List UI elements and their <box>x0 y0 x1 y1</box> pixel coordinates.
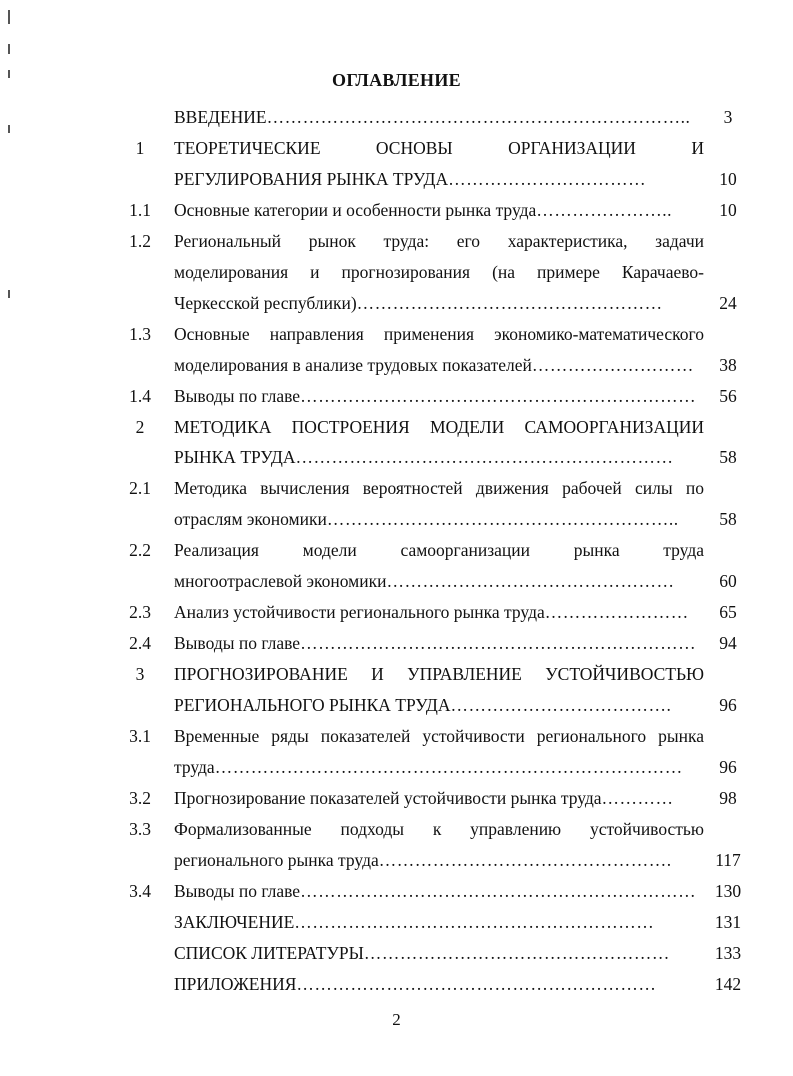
toc-entry-text <box>174 288 704 318</box>
toc-entry-label: регионального рынка труда <box>174 849 379 870</box>
toc-leader-dots: …………………………………………… <box>356 292 663 313</box>
toc-page-number: 60 <box>719 571 737 592</box>
toc-entry-text <box>174 412 704 442</box>
toc-section-number: 3.2 <box>129 787 151 808</box>
toc-section-number: 1.2 <box>129 230 151 251</box>
toc-entry-text <box>174 473 704 503</box>
toc-entry-label: Основные направления применения экономико-математического <box>174 323 704 344</box>
toc-leader-dots: …………………… <box>544 602 689 623</box>
toc-entry-text <box>174 783 704 813</box>
toc-row <box>0 102 793 132</box>
toc-entry-text <box>174 814 704 844</box>
toc-entry-label: ТЕОРЕТИЧЕСКИЕ ОСНОВЫ ОРГАНИЗАЦИИ И <box>174 137 704 158</box>
toc-leader-dots: ………………………………. <box>450 695 672 716</box>
toc-leader-dots: ………………………………………………………… <box>300 880 697 901</box>
scan-artifact <box>8 10 10 24</box>
toc-section-number: 3.3 <box>129 818 151 839</box>
toc-entry-label: Формализованные подходы к управлению устойчивостью <box>174 818 704 839</box>
toc-entry-label: ЗАКЛЮЧЕНИЕ <box>174 911 295 932</box>
toc-entry-text <box>174 628 704 658</box>
toc-page-number: 130 <box>714 880 742 901</box>
toc-entry-label: Выводы по главе <box>174 385 301 406</box>
toc-leader-dots: …………………………………………………… <box>294 911 655 932</box>
toc-row <box>0 412 793 442</box>
toc-page-number: 38 <box>719 354 737 375</box>
toc-page-number: 58 <box>719 447 737 468</box>
toc-section-number: 3 <box>135 664 145 685</box>
toc-entry-text <box>174 752 704 782</box>
toc-entry-label: РЕГИОНАЛЬНОГО РЫНКА ТРУДА <box>174 695 451 716</box>
toc-page-number: 131 <box>714 911 742 932</box>
toc-entry-text <box>174 938 704 968</box>
toc-section-number: 2.2 <box>129 540 151 561</box>
toc-row <box>0 907 793 937</box>
toc-entry-label: Анализ устойчивости регионального рынка труда <box>174 602 545 623</box>
toc-entry-text <box>174 907 704 937</box>
toc-entry-text <box>174 566 704 596</box>
toc-leader-dots: ……………………………………………………… <box>295 447 674 468</box>
toc-entry-text <box>174 226 704 256</box>
toc-entry-text <box>174 535 704 565</box>
toc-row <box>0 535 793 565</box>
toc-entry-label: Временные ряды показателей устойчивости регионального рынка <box>174 726 704 746</box>
toc-row <box>0 969 793 999</box>
toc-page-number: 3 <box>723 107 733 127</box>
toc-entry-label: Основные категории и особенности рынка труда <box>174 199 537 220</box>
toc-entry-label: Прогнозирование показателей устойчивости рынка труда <box>174 787 602 808</box>
toc-page-number: 24 <box>719 292 737 313</box>
toc-entry-label: ПРИЛОЖЕНИЯ <box>174 973 297 994</box>
toc-entry-text <box>174 876 704 906</box>
page-number: 2 <box>392 1010 401 1029</box>
toc-section-number: 2.4 <box>129 633 151 654</box>
toc-entry-text <box>174 442 704 472</box>
toc-page-number: 117 <box>715 849 741 870</box>
toc-entry-label: моделирования и прогнозирования (на примере Карачаево- <box>174 261 704 282</box>
toc-entry-label: РЕГУЛИРОВАНИЯ РЫНКА ТРУДА <box>174 168 449 189</box>
toc-row <box>0 938 793 968</box>
toc-section-number: 1.3 <box>129 323 151 344</box>
toc-entry-label: Выводы по главе <box>174 880 301 901</box>
toc-entry-label: СПИСОК ЛИТЕРАТУРЫ <box>174 942 364 963</box>
scan-artifact <box>8 44 10 54</box>
toc-leader-dots: …………………………… <box>448 168 647 189</box>
toc-row <box>0 350 793 380</box>
toc-page-number: 65 <box>719 602 737 623</box>
toc-leader-dots: ………………………………………………….. <box>326 509 679 530</box>
toc-leader-dots: …………………………………………………………………… <box>214 756 683 777</box>
toc-leader-dots: ………… <box>601 787 674 808</box>
toc-row <box>0 566 793 596</box>
toc-section-number: 1.1 <box>129 199 151 220</box>
toc-page-number: 56 <box>719 385 737 406</box>
toc-leader-dots: …………………………………………………… <box>296 973 657 994</box>
toc-entry-text <box>174 690 704 720</box>
toc-entry-text <box>174 257 704 287</box>
toc-row <box>0 257 793 287</box>
toc-section-number: 3.4 <box>129 880 151 901</box>
toc-section-number: 1 <box>135 137 145 158</box>
toc-row <box>0 164 793 194</box>
toc-row <box>0 133 793 163</box>
toc-entry-label: ПРОГНОЗИРОВАНИЕ И УПРАВЛЕНИЕ УСТОЙЧИВОСТЬЮ <box>174 664 704 685</box>
toc-row <box>0 814 793 844</box>
toc-entry-label: Выводы по главе <box>174 633 301 654</box>
toc-leader-dots: …………………………………………. <box>378 849 672 870</box>
toc-leader-dots: ………………………………………… <box>386 571 675 592</box>
toc-entry-label: Черкесской республики) <box>174 292 357 313</box>
toc-leader-dots: ………………………………………………………… <box>300 633 697 654</box>
toc-row <box>0 504 793 534</box>
toc-row <box>0 473 793 503</box>
toc-entry-text <box>174 133 704 163</box>
toc-section-number: 2.3 <box>129 602 151 623</box>
toc-entry-text <box>174 597 704 627</box>
toc-leader-dots: ………………………………………………………… <box>300 385 697 406</box>
toc-entry-label: Реализация модели самоорганизации рынка труда <box>174 540 704 561</box>
toc-section-number: 1.4 <box>129 385 151 406</box>
toc-row <box>0 721 793 751</box>
toc-leader-dots: ……………………… <box>531 354 694 375</box>
toc-entry-text <box>174 504 704 534</box>
toc-row <box>0 690 793 720</box>
toc-entry-label: отраслям экономики <box>174 509 327 530</box>
toc-entry-text <box>174 164 704 194</box>
toc-entry-text <box>174 195 704 225</box>
toc-row <box>0 783 793 813</box>
toc-entry-label: Методика вычисления вероятностей движения рабочей силы по <box>174 478 704 499</box>
toc-entry-label: ВВЕДЕНИЕ <box>174 107 267 127</box>
toc-page-number: 98 <box>719 787 737 808</box>
toc-row <box>0 876 793 906</box>
toc-leader-dots: ………………….. <box>536 199 673 220</box>
toc-entry-label: моделирования в анализе трудовых показателей <box>174 354 532 375</box>
toc-title: ОГЛАВЛЕНИЕ <box>332 70 461 90</box>
toc-entry-text <box>174 845 704 875</box>
toc-entry-text <box>174 381 704 411</box>
toc-page-number: 58 <box>719 509 737 530</box>
toc-entry-label: РЫНКА ТРУДА <box>174 447 296 468</box>
toc-entry-text <box>174 319 704 349</box>
toc-row <box>0 659 793 689</box>
toc-page-number: 142 <box>714 973 742 994</box>
toc-row <box>0 226 793 256</box>
toc-row <box>0 845 793 875</box>
toc-entry-text <box>174 102 704 132</box>
toc-row <box>0 752 793 782</box>
toc-page-number: 10 <box>719 199 737 220</box>
toc-row <box>0 288 793 318</box>
toc-section-number: 3.1 <box>129 726 151 746</box>
toc-entry-text <box>174 721 704 751</box>
toc-page-number: 96 <box>719 756 737 777</box>
toc-row <box>0 319 793 349</box>
toc-row <box>0 628 793 658</box>
toc-entry-label: труда <box>174 756 215 777</box>
toc-section-number: 2 <box>135 416 145 437</box>
toc-entry-text <box>174 350 704 380</box>
toc-entry-label: МЕТОДИКА ПОСТРОЕНИЯ МОДЕЛИ САМООРГАНИЗАЦИИ <box>174 416 704 437</box>
toc-entry-text <box>174 659 704 689</box>
toc-page-number: 96 <box>719 695 737 716</box>
toc-section-number: 2.1 <box>129 478 151 499</box>
toc-entry-label: Региональный рынок труда: его характеристика, задачи <box>174 230 704 251</box>
toc-entry-label: многоотраслевой экономики <box>174 571 387 592</box>
toc-row <box>0 381 793 411</box>
toc-entry-text <box>174 969 704 999</box>
toc-row <box>0 195 793 225</box>
toc-page-number: 133 <box>714 942 742 963</box>
toc-page-number: 10 <box>719 168 737 189</box>
toc-leader-dots: …………………………………………………………….. <box>266 107 691 127</box>
toc-row <box>0 442 793 472</box>
toc-row <box>0 597 793 627</box>
toc-leader-dots: …………………………………………… <box>363 942 670 963</box>
toc-page-number: 94 <box>719 633 737 654</box>
